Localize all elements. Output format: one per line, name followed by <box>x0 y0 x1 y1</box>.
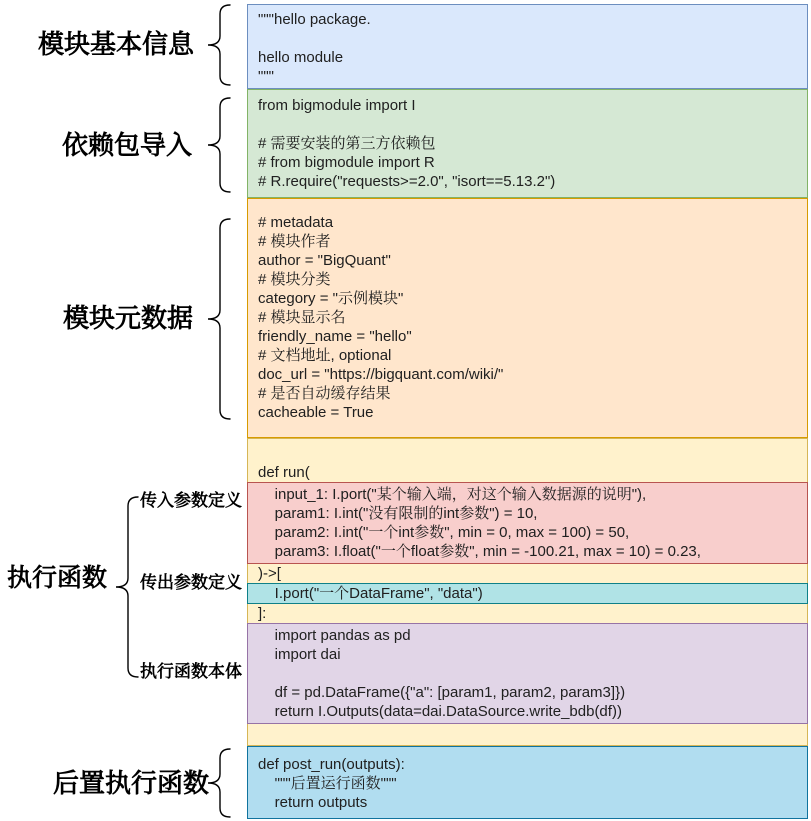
output-params-block <box>247 583 808 604</box>
code-line: # 模块作者 <box>258 233 331 250</box>
docstring-block <box>247 4 808 89</box>
code-line <box>248 115 807 134</box>
code-line: # 是否自动缓存结果 <box>258 385 391 402</box>
brace-run-function-icon <box>114 496 140 678</box>
run-arrow-line: )->[ <box>258 565 281 582</box>
code-line: """hello package. <box>258 11 371 28</box>
label-dependency-import: 依赖包导入 <box>62 130 193 160</box>
label-run-function: 执行函数 <box>7 564 108 592</box>
code-line: I.port("一个DataFrame", "data") <box>258 585 483 602</box>
input-params-block <box>247 482 808 564</box>
code-line: # 需要安装的第三方依赖包 <box>258 135 436 152</box>
code-line: def post_run(outputs): <box>258 756 405 773</box>
code-line: # metadata <box>258 214 334 231</box>
code-line: param2: I.int("一个int参数", min = 0, max = 100) = 50, <box>258 524 630 541</box>
code-line: cacheable = True <box>258 404 374 421</box>
code-line: input_1: I.port("某个输入端，对这个输入数据源的说明"), <box>258 486 647 503</box>
code-line: param1: I.int("没有限制的int参数") = 10, <box>258 505 538 522</box>
code-line: category = "示例模块" <box>258 290 404 307</box>
imports-block <box>247 89 808 198</box>
code-line: doc_url = "https://bigquant.com/wiki/" <box>258 366 504 383</box>
brace-module-basic-info-icon <box>206 4 232 86</box>
code-line: # 模块显示名 <box>258 309 346 326</box>
code-line: author = "BigQuant" <box>258 252 391 269</box>
label-module-basic-info: 模块基本信息 <box>38 29 195 59</box>
code-line: # from bigmodule import R <box>258 154 435 171</box>
code-line: return outputs <box>258 794 368 811</box>
run-close-line: ]: <box>258 605 267 622</box>
function-body-block <box>247 623 808 724</box>
brace-dependency-import-icon <box>206 97 232 193</box>
label-module-metadata: 模块元数据 <box>63 303 194 333</box>
label-post-run-function: 后置执行函数 <box>53 768 210 798</box>
run-def-line: def run( <box>258 464 310 481</box>
code-line: # R.require("requests>=2.0", "isort==5.13.2") <box>258 173 556 190</box>
brace-module-metadata-icon <box>206 218 232 420</box>
code-line <box>248 29 807 48</box>
code-line <box>248 664 807 683</box>
code-line: hello module <box>258 49 344 66</box>
code-line: import dai <box>258 646 341 663</box>
label-input-params: 传入参数定义 <box>140 491 242 510</box>
code-line: import pandas as pd <box>258 627 411 644</box>
post-run-block <box>247 746 808 819</box>
code-line: friendly_name = "hello" <box>258 328 412 345</box>
code-line: return I.Outputs(data=dai.DataSource.write_bdb(df)) <box>258 703 622 720</box>
code-line: # 文档地址, optional <box>258 347 392 364</box>
metadata-block <box>247 198 808 438</box>
code-line: """后置运行函数""" <box>258 775 397 792</box>
label-output-params: 传出参数定义 <box>140 573 242 592</box>
code-line: df = pd.DataFrame({"a": [param1, param2, param3]}) <box>258 684 626 701</box>
code-line: # 模块分类 <box>258 271 331 288</box>
code-line: from bigmodule import I <box>258 97 416 114</box>
code-line: param3: I.float("一个float参数", min = -100.21, max = 10) = 0.23, <box>258 543 701 560</box>
code-line: """ <box>258 68 274 85</box>
run-function-block <box>247 438 808 746</box>
label-function-body: 执行函数本体 <box>140 662 242 681</box>
brace-post-run-function-icon <box>206 748 232 818</box>
